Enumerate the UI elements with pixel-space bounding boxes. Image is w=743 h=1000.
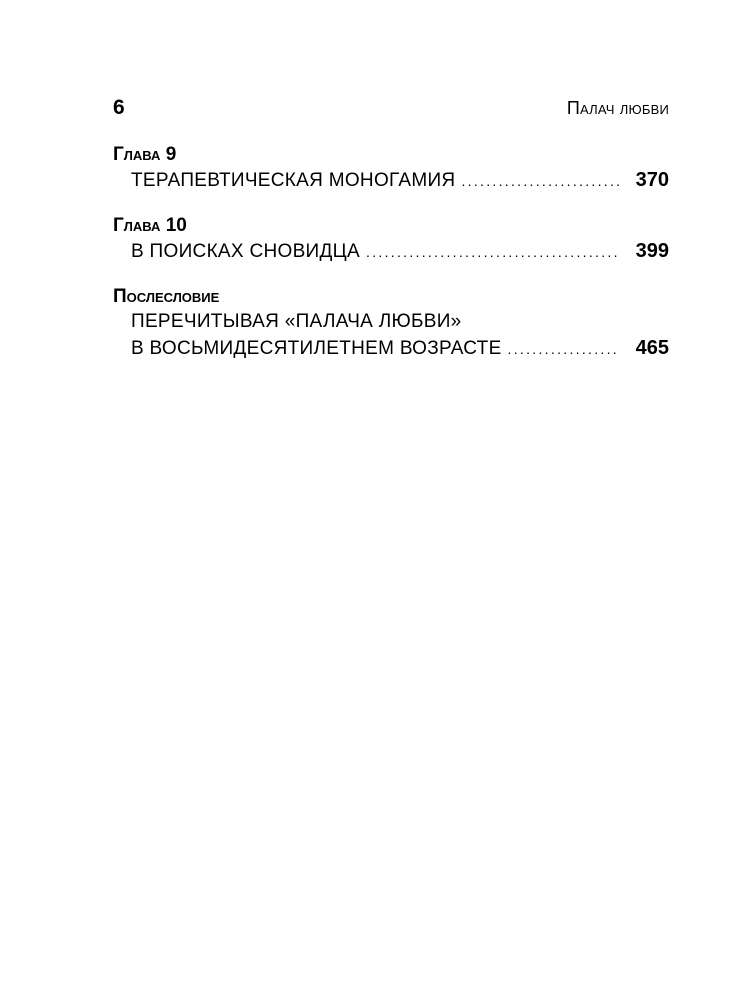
table-of-contents <box>113 142 669 381</box>
entry-title-line-1: ПЕРЕЧИТЫВАЯ «ПАЛАЧА ЛЮБВИ» <box>131 311 462 332</box>
section-heading: Послесловие <box>113 286 220 307</box>
entry-page-number: 399 <box>635 240 669 262</box>
toc-entry <box>113 238 669 264</box>
entry-page-number: 465 <box>635 337 669 359</box>
dot-leader <box>366 239 619 265</box>
toc-entry-line-1 <box>113 309 669 335</box>
entry-page-number: 370 <box>635 169 669 191</box>
toc-entry-line-2 <box>113 335 669 361</box>
entry-title: ТЕРАПЕВТИЧЕСКАЯ МОНОГАМИЯ <box>131 170 456 191</box>
dot-leader <box>461 168 619 194</box>
entry-title-line-2: В ВОСЬМИДЕСЯТИЛЕТНЕМ ВОЗРАСТЕ <box>131 338 502 359</box>
page-number: 6 <box>113 96 125 119</box>
dot-leader <box>508 336 619 362</box>
book-title: Палач любви <box>566 98 669 118</box>
toc-section-afterword <box>113 284 669 361</box>
section-heading: Глава 10 <box>113 215 187 236</box>
entry-title: В ПОИСКАХ СНОВИДЦА <box>131 241 361 262</box>
toc-entry <box>113 167 669 193</box>
running-head <box>113 96 669 124</box>
toc-section-chapter-10 <box>113 213 669 264</box>
toc-section-chapter-9 <box>113 142 669 193</box>
section-heading: Глава 9 <box>113 144 177 165</box>
